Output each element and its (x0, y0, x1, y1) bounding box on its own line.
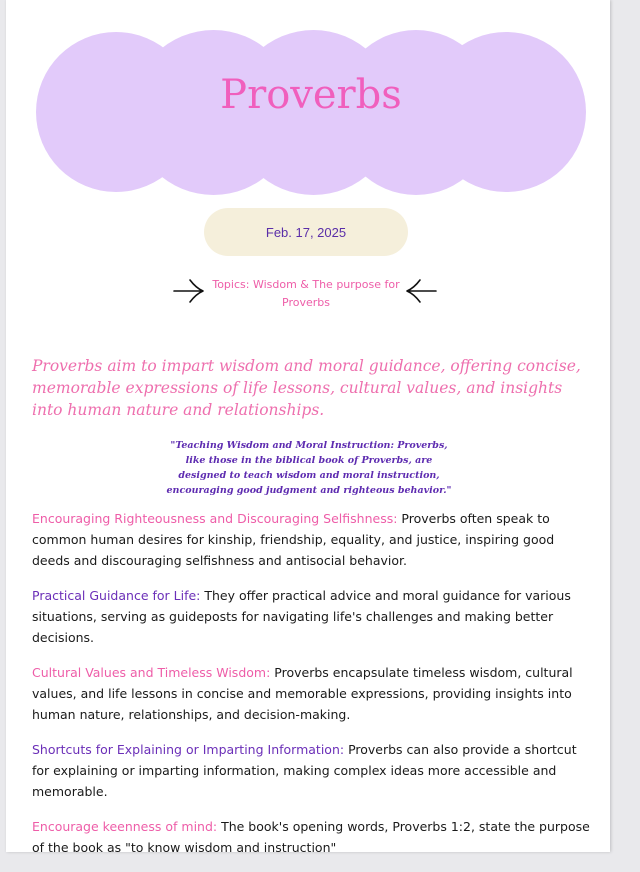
date-text: Feb. 17, 2025 (265, 224, 347, 240)
page-title: Proverbs (220, 72, 402, 118)
section-heading: Encourage keenness of mind: (32, 819, 218, 834)
section-heading: Cultural Values and Timeless Wisdom: (32, 665, 271, 680)
section-practical-guidance (32, 585, 592, 648)
section-body: Proverbs can also provide a shortcut for explaining or imparting information, making complex ideas more accessible and memorable. (32, 742, 577, 799)
section-heading: Encouraging Righteousness and Discouraging Selfishness: (32, 511, 398, 526)
date-badge (204, 208, 408, 256)
section-cultural-values (32, 662, 592, 725)
section-righteousness (32, 508, 592, 571)
section-body: The book's opening words, Proverbs 1:2, state the purpose of the book as "to know wisdom and instruction" (32, 819, 590, 855)
section-heading: Shortcuts for Explaining or Imparting Information: (32, 742, 345, 757)
section-shortcuts (32, 739, 592, 802)
document-page (6, 0, 610, 855)
section-body: Proverbs often speak to common human desires for kinship, friendship, equality, and justice, inspiring good deeds and discouraging selfishness and antisocial behavior. (32, 511, 555, 568)
section-body: They offer practical advice and moral guidance for various situations, serving as guideposts for navigating life's challenges and making better decisions. (32, 588, 571, 645)
quote-block: "Teaching Wisdom and Moral Instruction: Proverbs, like those in the biblical book of Proverbs, are designed to teach wisdom and moral instruction, encouraging good judgment and righteous behavior." (166, 440, 452, 496)
intro-paragraph: Proverbs aim to impart wisdom and moral guidance, offering concise, memorable expressions of life lessons, cultural values, and insights into human nature and relationships. (32, 357, 581, 419)
sections-list (32, 508, 592, 872)
arrow-left-icon (404, 276, 438, 306)
title-cloud (36, 30, 586, 195)
section-heading: Practical Guidance for Life: (32, 588, 201, 603)
section-body: Proverbs encapsulate timeless wisdom, cultural values, and life lessons in concise and memorable expressions, providing insights into human nature, relationships, and decision-making. (32, 665, 573, 722)
topics-line: Topics: Wisdom & The purpose for Proverbs (212, 278, 400, 309)
